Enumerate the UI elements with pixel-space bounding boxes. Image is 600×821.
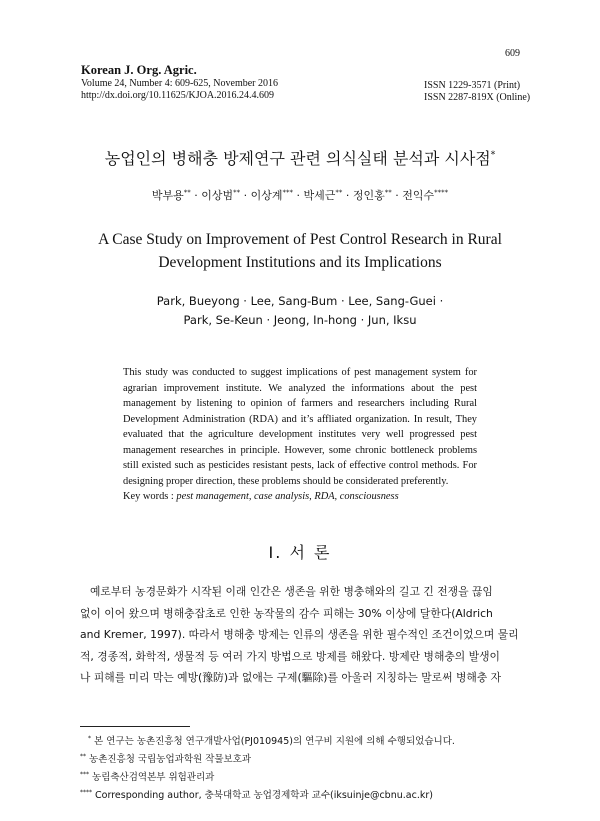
author-ko: 이상범 (201, 189, 234, 202)
issn-online: ISSN 2287-819X (Online) (424, 92, 531, 103)
english-authors-line: Park, Bueyong · Lee, Sang-Bum · Lee, Sang-Guei · (156, 294, 444, 308)
footnote-mark: ** (80, 753, 86, 760)
body-line: 예로부터 농경문화가 시작된 이래 인간은 생존을 위한 병충해와의 길고 긴 전쟁을 끊임 (90, 585, 493, 598)
journal-header (81, 63, 278, 102)
author-separator: · (194, 189, 198, 202)
body-line: 나 피해를 미리 막는 예방(豫防)과 없애는 구제(驅除)를 아울러 지칭하는 말로써 병해충 자 (80, 671, 502, 684)
author-ko: 박세근 (303, 189, 336, 202)
footnote-divider (80, 726, 190, 727)
footnote-text: 농촌진흥청 국립농업과학원 작물보호과 (89, 754, 252, 766)
korean-title-text: 농업인의 병해충 방제연구 관련 의식실태 분석과 시사점 (104, 149, 491, 168)
keywords-label: Key words : (123, 491, 174, 502)
korean-authors (0, 187, 600, 203)
author-separator: · (345, 189, 350, 202)
author-ko: 전익수 (402, 189, 435, 202)
footnote-mark: **** (80, 789, 92, 796)
footnote-mark: *** (80, 771, 89, 778)
title-footnote-mark: * (490, 150, 496, 161)
author-separator: · (395, 189, 399, 202)
footnote (80, 787, 433, 802)
body-line: 적, 경종적, 화학적, 생물적 등 여러 가지 방법으로 방제를 해왔다. 방제란 병해충의 발생이 (80, 650, 500, 663)
footnote-mark: * (88, 735, 91, 742)
author-ko: 정인홍 (352, 189, 385, 202)
english-title-line: A Case Study on Improvement of Pest Control Research in Rural (98, 231, 502, 248)
footnote (80, 751, 251, 766)
issn-print: ISSN 1229-3571 (Print) (424, 80, 521, 91)
footnote-text: 농림축산검역본부 위험관리과 (92, 772, 215, 784)
issn-block (424, 80, 530, 104)
english-authors (0, 292, 600, 330)
author-ko: 박부용 (151, 189, 184, 202)
abstract: This study was conducted to suggest implications of pest management system for agrarian improvement institute. We analyzed the informations about the pest management by listening to opinion of farmers and researchers including Rural Development Administration (RDA) and it’s affliated organization. In result, They evaluated that the agriculture development institutes very well progressed pest management researches in principle. However, some chronic bottleneck problems still existed such as pesticides resistant pests, lack of effective control methods. For designing proper direction, these problems should be considerated preferently. (123, 367, 477, 487)
author-mark: ** (384, 188, 392, 197)
author-separator: · (296, 189, 300, 202)
page-number: 609 (505, 48, 520, 59)
author-mark: ** (233, 188, 241, 197)
korean-title (0, 146, 600, 169)
author-mark: **** (434, 188, 449, 197)
keywords (123, 491, 399, 502)
body-line: and Kremer, 1997). 따라서 병해충 방제는 인류의 생존을 위한 필수적인 조건이었으며 물리 (80, 628, 519, 641)
author-ko: 이상계 (250, 189, 283, 202)
section-heading: Ⅰ. 서 론 (268, 543, 332, 562)
author-mark: ** (183, 188, 191, 197)
footnote-text: 본 연구는 농촌진흥청 연구개발사업(PJ010945)의 연구비 지원에 의해 수행되었습니다. (94, 736, 455, 748)
author-mark: *** (282, 188, 293, 197)
author-mark: ** (335, 188, 343, 197)
footnote (88, 733, 455, 748)
doi-link[interactable]: http://dx.doi.org/10.11625/KJOA.2016.24.4.609 (81, 90, 275, 101)
author-separator: · (243, 189, 248, 202)
keywords-terms: pest management, case analysis, RDA, consciousness (176, 491, 399, 502)
journal-name: Korean J. Org. Agric. (81, 63, 197, 77)
volume-info: Volume 24, Number 4: 609-625, November 2016 (81, 78, 279, 89)
english-authors-line: Park, Se-Keun · Jeong, In-hong · Jun, Iksu (183, 313, 417, 327)
english-title-line: Development Institutions and its Implications (158, 254, 442, 271)
footnote-text: Corresponding author, 충북대학교 농업경제학과 교수(iksuinje@cbnu.ac.kr) (95, 790, 433, 802)
body-line: 없이 이어 왔으며 병해충잡초로 인한 농작물의 감수 피해는 30% 이상에 달한다(Aldrich (80, 607, 493, 620)
footnote (80, 769, 214, 784)
english-title (0, 228, 600, 274)
